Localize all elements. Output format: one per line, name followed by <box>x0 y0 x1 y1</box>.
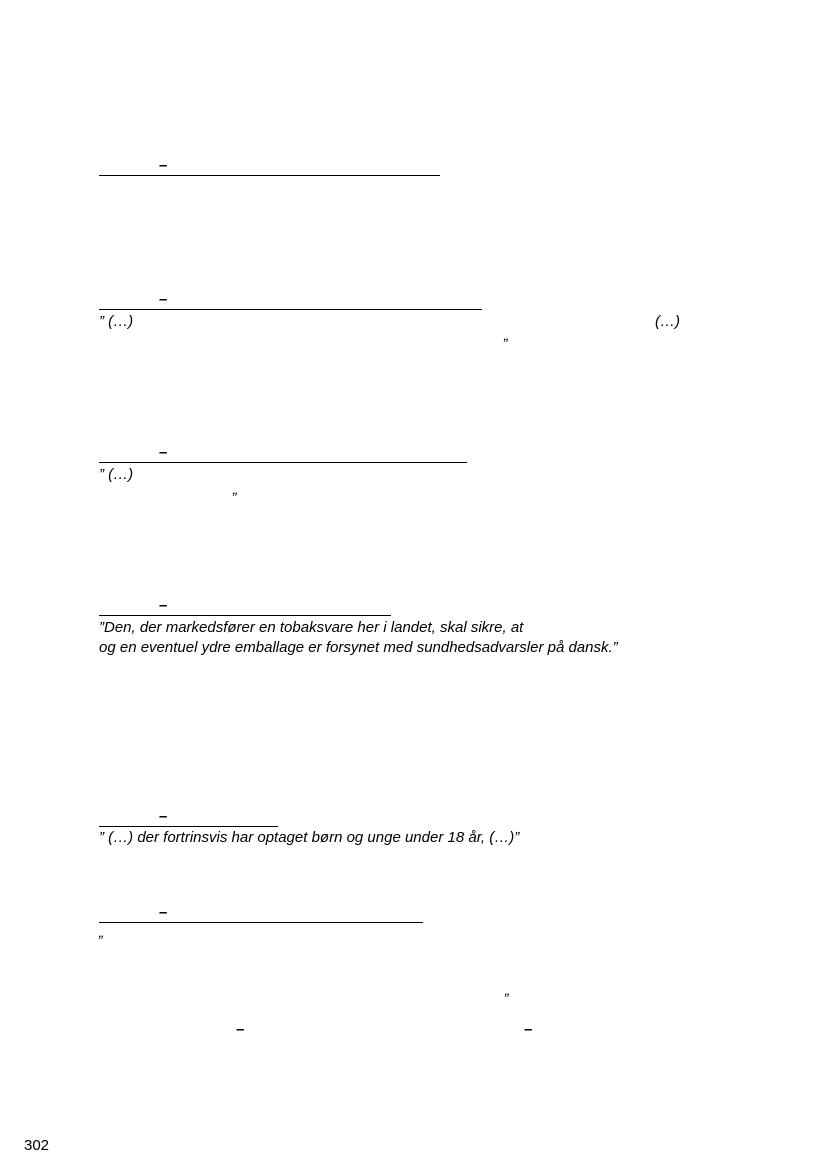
section-3-quote-close: „ <box>233 481 238 498</box>
footer-dash-left: – <box>236 1021 245 1038</box>
section-1-heading-rule <box>99 175 440 176</box>
section-3-heading-rule <box>99 462 467 463</box>
section-2-quote-open: ” (…) <box>99 313 134 330</box>
section-4-quote-line-2: og en eventuel ydre emballage er forsynet med sundhedsadvarsler på dansk.” <box>99 639 618 656</box>
section-3-quote-open: ” (…) <box>99 466 134 483</box>
section-1-dash: – <box>159 157 168 174</box>
section-2-dash: – <box>159 291 168 308</box>
section-3-dash: – <box>159 444 168 461</box>
section-6-heading-rule <box>99 922 423 923</box>
page-number: 302 <box>24 1137 50 1154</box>
section-6-dash: – <box>159 904 168 921</box>
section-6-quote-close: „ <box>505 982 510 999</box>
section-4-quote-line-1: ”Den, der markedsfører en tobaksvare her i landet, skal sikre, at <box>99 619 524 636</box>
section-2-heading-rule <box>99 309 482 310</box>
section-5-heading-rule <box>99 826 278 827</box>
section-5-dash: – <box>159 808 168 825</box>
section-6-quote-open: „ <box>99 924 104 941</box>
section-4-dash: – <box>159 597 168 614</box>
section-2-ellipsis: (…) <box>655 313 680 330</box>
section-2-quote-close: „ <box>504 327 509 344</box>
footer-dash-right: – <box>524 1021 533 1038</box>
section-4-heading-rule <box>99 615 391 616</box>
section-5-quote: ” (…) der fortrinsvis har optaget børn og unge under 18 år, (…)” <box>99 829 520 846</box>
